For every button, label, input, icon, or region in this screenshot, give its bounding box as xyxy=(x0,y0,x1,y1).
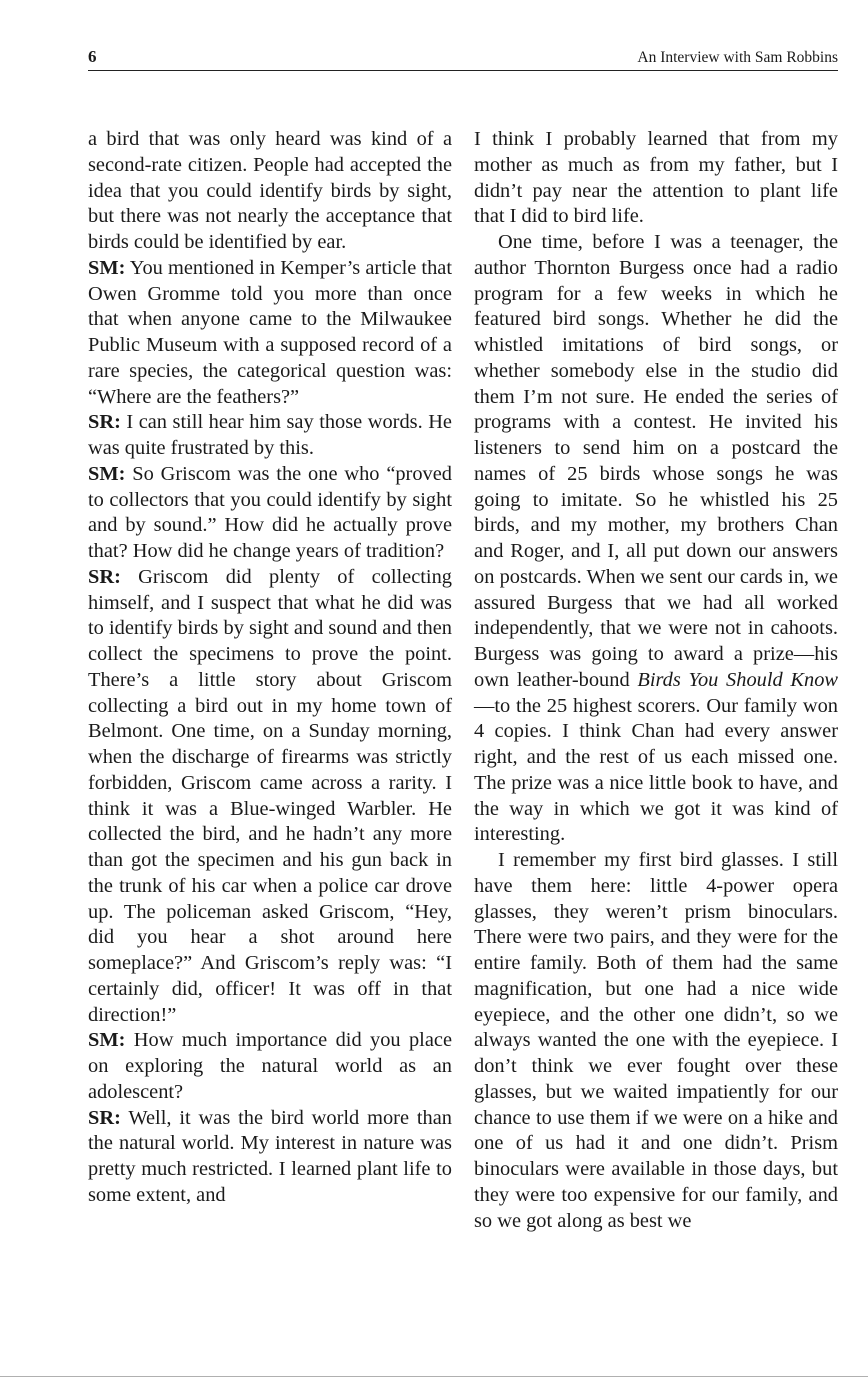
book-title: Birds You Should Know xyxy=(637,668,838,691)
page-number: 6 xyxy=(88,47,97,66)
paragraph xyxy=(88,256,452,411)
speaker-label: SM: xyxy=(88,256,126,279)
page-edge-rule xyxy=(0,1376,868,1377)
paragraph-text: I remember my first bird glasses. I still have them here: little 4-power opera glasses, they weren’t prism binoculars. There were two pairs, and they were for the entire family. Both of them had the same magnification, but one had a nice wide eyepiece, and the other one didn’t, so we always wanted the one with the eyepiece. I don’t think we ever fought over these glasses, but we waited impatiently for our chance to use them if we were on a hike and one of us had it and one didn’t. Prism binoculars were available in those days, but they were too expensive for our family, and so we got along as best we xyxy=(474,849,838,1232)
paragraph xyxy=(474,127,838,230)
speaker-label: SM: xyxy=(88,1029,126,1052)
paragraph xyxy=(88,1106,452,1209)
paragraph-text: So Griscom was the one who “proved to collectors that you could identify by sight and by sound.” How did he actually prove that? How did he change years of tradition? xyxy=(88,462,452,562)
paragraph xyxy=(88,410,452,462)
running-title: An Interview with Sam Robbins xyxy=(637,49,838,66)
paragraph-text: You mentioned in Kemper’s article that Owen Gromme told you more than once that when anyone came to the Milwaukee Public Museum with a supposed record of a rare species, the categorical question was: “Where are the feathers?” xyxy=(88,256,453,408)
paragraph-text: How much importance did you place on exploring the natural world as an adolescent? xyxy=(88,1029,452,1103)
paragraph-text: a bird that was only heard was kind of a second-rate citizen. People had accepted the idea that you could identify birds by sight, but there was not nearly the acceptance that birds could be identified by ear. xyxy=(88,128,452,253)
paragraph xyxy=(474,230,838,848)
right-column xyxy=(474,127,838,1234)
speaker-label: SM: xyxy=(88,462,126,485)
paragraph xyxy=(88,565,452,1029)
paragraph xyxy=(88,1028,452,1105)
paragraph-text: Griscom did plenty of collecting himself, and I suspect that what he did was to identify birds by sight and sound and then collect the specimens to prove the point. There’s a little story about Griscom collecting a bird out in my home town of Belmont. One time, on a Sunday morning, when the discharge of firearms was strictly forbidden, Griscom came across a rarity. I think it was a Blue-winged Warbler. He collected the bird, and he hadn’t any more than got the specimen and his gun back in the trunk of his car when a police car drove up. The policeman asked Griscom, “Hey, did you hear a shot around here someplace?” And Griscom’s reply was: “I certainly did, officer! It was off in that direction!” xyxy=(88,565,452,1026)
paragraph-text: —to the 25 highest scorers. Our family won 4 copies. I think Chan had every answer right, and the rest of us each missed one. The prize was a nice little book to have, and the way in which we got it was kind of interesting. xyxy=(474,694,838,846)
paragraph xyxy=(88,127,452,256)
speaker-label: SR: xyxy=(88,1106,121,1129)
speaker-label: SR: xyxy=(88,565,121,588)
paragraph xyxy=(474,848,838,1234)
running-header xyxy=(88,46,838,71)
speaker-label: SR: xyxy=(88,411,121,434)
paragraph-text: I think I probably learned that from my mother as much as from my father, but I didn’t pay near the attention to plant life that I did to bird life. xyxy=(474,128,838,228)
paragraph xyxy=(88,462,452,565)
paragraph-text: Well, it was the bird world more than the natural world. My interest in nature was pretty much restricted. I learned plant life to some extent, and xyxy=(88,1106,452,1206)
left-column xyxy=(88,127,452,1209)
paragraph-text: I can still hear him say those words. He was quite frustrated by this. xyxy=(88,411,452,459)
paragraph-text: One time, before I was a teenager, the author Thornton Burgess once had a radio program for a few weeks in which he featured bird songs. Whether he did the whistled imitations of bird songs, or whether somebody else in the studio did them I’m not sure. He ended the series of programs with a contest. He invited his listeners to send him on a postcard the names of 25 birds whose songs he was going to imitate. So he whistled his 25 birds, and my mother, my brothers Chan and Roger, and I, all put down our answers on postcards. When we sent our cards in, we assured Burgess that we had all worked independently, that we were not in cahoots. Burgess was going to award a prize—his own leather-bound xyxy=(474,231,838,691)
